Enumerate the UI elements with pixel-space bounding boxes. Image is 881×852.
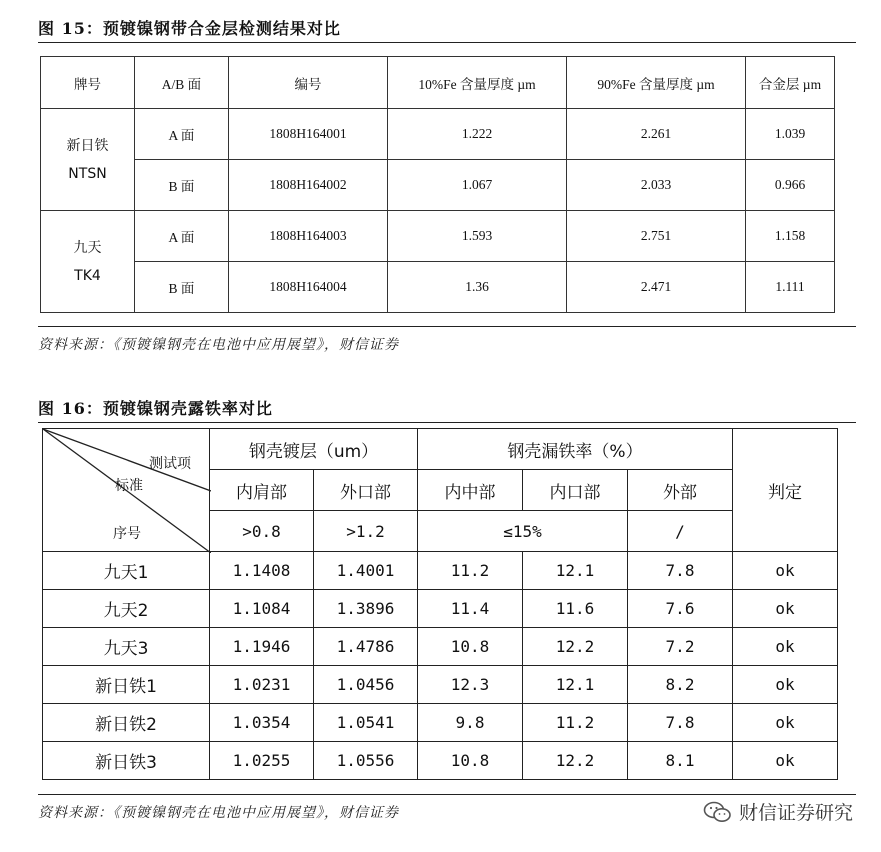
judge-cell: ok (733, 590, 838, 628)
table-row (41, 109, 835, 160)
value-cell: 1.0354 (210, 704, 314, 742)
side-cell: A 面 (135, 211, 229, 262)
header-brand: 牌号 (41, 57, 135, 109)
sample-cell: 九天2 (43, 590, 210, 628)
table-header-row (43, 429, 838, 470)
code-cell: 1808H164004 (229, 262, 388, 313)
figure-15-top-rule (38, 42, 856, 43)
value-cell: 12.3 (418, 666, 523, 704)
value-cell: 12.1 (523, 552, 628, 590)
standard-inner-shoulder: >0.8 (210, 511, 314, 552)
judge-cell: ok (733, 704, 838, 742)
judge-cell: ok (733, 628, 838, 666)
fe10-cell: 1.067 (388, 160, 567, 211)
watermark-text: 财信证券研究 (738, 802, 853, 824)
value-cell: 9.8 (418, 704, 523, 742)
brand-name: 九天 (73, 239, 102, 256)
corner-seq: 序号 (113, 526, 141, 542)
brand-cell (41, 211, 135, 313)
value-cell: 10.8 (418, 742, 523, 780)
table-row (43, 742, 838, 780)
brand-code: TK4 (74, 267, 101, 284)
fe90-cell: 2.471 (567, 262, 746, 313)
table-row (41, 211, 835, 262)
judge-cell: ok (733, 742, 838, 780)
alloy-layer-table (40, 56, 835, 313)
header-inner-shoulder: 内肩部 (210, 470, 314, 511)
figure-15-bottom-rule (38, 326, 856, 327)
table-row (43, 552, 838, 590)
value-cell: 1.0456 (314, 666, 418, 704)
value-cell: 10.8 (418, 628, 523, 666)
value-cell: 1.0255 (210, 742, 314, 780)
fe10-cell: 1.36 (388, 262, 567, 313)
group-plating: 钢壳镀层（um） (210, 429, 418, 470)
value-cell: 7.8 (628, 704, 733, 742)
sample-cell: 新日铁3 (43, 742, 210, 780)
fe10-cell: 1.222 (388, 109, 567, 160)
table-row (43, 666, 838, 704)
value-cell: 12.2 (523, 628, 628, 666)
table-header-row (41, 57, 835, 109)
value-cell: 1.0541 (314, 704, 418, 742)
value-cell: 1.1408 (210, 552, 314, 590)
value-cell: 8.1 (628, 742, 733, 780)
table-row (41, 262, 835, 313)
brand-code: NTSN (68, 165, 107, 182)
value-cell: 1.0231 (210, 666, 314, 704)
judge-cell: ok (733, 552, 838, 590)
header-alloy: 合金层 µm (746, 57, 835, 109)
table-row (43, 590, 838, 628)
table-row (43, 628, 838, 666)
brand-cell (41, 109, 135, 211)
value-cell: 1.3896 (314, 590, 418, 628)
table-row (41, 160, 835, 211)
figure-15-title: 图 15：预镀镍钢带合金层检测结果对比 (38, 19, 341, 38)
value-cell: 11.2 (523, 704, 628, 742)
sample-cell: 九天3 (43, 628, 210, 666)
side-cell: A 面 (135, 109, 229, 160)
iron-exposure-table (42, 428, 838, 780)
value-cell: 1.1084 (210, 590, 314, 628)
header-side: A/B 面 (135, 57, 229, 109)
code-cell: 1808H164003 (229, 211, 388, 262)
standard-outer-mouth: >1.2 (314, 511, 418, 552)
header-outer: 外部 (628, 470, 733, 511)
header-code: 编号 (229, 57, 388, 109)
figure-16-bottom-rule (38, 794, 856, 795)
fe90-cell: 2.033 (567, 160, 746, 211)
group-exposure: 钢壳漏铁率（%） (418, 429, 733, 470)
header-90fe: 90%Fe 含量厚度 µm (567, 57, 746, 109)
header-10fe: 10%Fe 含量厚度 µm (388, 57, 567, 109)
value-cell: 1.1946 (210, 628, 314, 666)
figure-16-title: 图 16：预镀镍钢壳露铁率对比 (38, 399, 273, 418)
value-cell: 11.6 (523, 590, 628, 628)
alloy-cell: 0.966 (746, 160, 835, 211)
value-cell: 12.2 (523, 742, 628, 780)
value-cell: 1.4001 (314, 552, 418, 590)
value-cell: 11.2 (418, 552, 523, 590)
header-judge: 判定 (733, 429, 838, 552)
brand-name: 新日铁 (66, 137, 109, 154)
judge-cell: ok (733, 666, 838, 704)
code-cell: 1808H164002 (229, 160, 388, 211)
wechat-icon (703, 800, 733, 824)
corner-test-item: 测试项 (149, 456, 191, 472)
sample-cell: 新日铁2 (43, 704, 210, 742)
alloy-cell: 1.039 (746, 109, 835, 160)
sample-cell: 新日铁1 (43, 666, 210, 704)
fe90-cell: 2.261 (567, 109, 746, 160)
table-row (43, 704, 838, 742)
side-cell: B 面 (135, 262, 229, 313)
header-inner-mouth: 内口部 (523, 470, 628, 511)
header-outer-mouth: 外口部 (314, 470, 418, 511)
value-cell: 8.2 (628, 666, 733, 704)
fe10-cell: 1.593 (388, 211, 567, 262)
watermark (703, 798, 853, 825)
value-cell: 12.1 (523, 666, 628, 704)
header-inner-middle: 内中部 (418, 470, 523, 511)
diagonal-corner-cell (43, 429, 210, 552)
alloy-cell: 1.111 (746, 262, 835, 313)
standard-exposure: ≤15% (418, 511, 628, 552)
value-cell: 1.4786 (314, 628, 418, 666)
value-cell: 7.8 (628, 552, 733, 590)
figure-15-source: 资料来源：《预镀镍钢壳在电池中应用展望》，财信证券 (38, 337, 399, 353)
value-cell: 11.4 (418, 590, 523, 628)
figure-16-source: 资料来源：《预镀镍钢壳在电池中应用展望》，财信证券 (38, 805, 399, 821)
corner-standard: 标准 (115, 478, 143, 494)
side-cell: B 面 (135, 160, 229, 211)
standard-outer: / (628, 511, 733, 552)
value-cell: 7.6 (628, 590, 733, 628)
sample-cell: 九天1 (43, 552, 210, 590)
fe90-cell: 2.751 (567, 211, 746, 262)
figure-16-top-rule (38, 422, 856, 423)
value-cell: 1.0556 (314, 742, 418, 780)
code-cell: 1808H164001 (229, 109, 388, 160)
alloy-cell: 1.158 (746, 211, 835, 262)
value-cell: 7.2 (628, 628, 733, 666)
